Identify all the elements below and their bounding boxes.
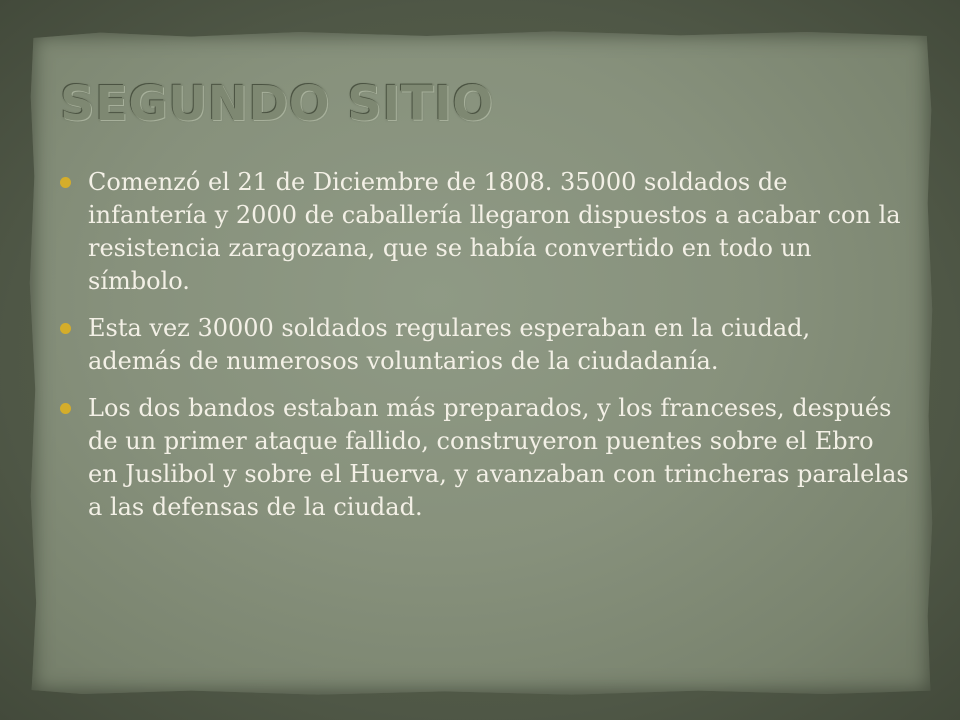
bullet-item [60,312,910,378]
slide-title: SEGUNDO SITIO [60,76,494,132]
bullet-item [60,166,910,298]
bullet-text: Los dos bandos estaban más preparados, y los franceses, después de un primer ataque fallido, construyeron puentes sobre el Ebro en Juslibol y sobre el Huerva, y avanzaban con trincheras paralelas a las defensas de la ciudad. [88,394,909,521]
bullet-text: Esta vez 30000 soldados regulares esperaban en la ciudad, además de numerosos voluntarios de la ciudadanía. [88,314,811,375]
bullet-list [60,166,910,538]
bullet-text: Comenzó el 21 de Diciembre de 1808. 35000 soldados de infantería y 2000 de caballería llegaron dispuestos a acabar con la resistencia zaragozana, que se había convertido en todo un símbolo. [88,168,901,295]
bullet-dot-icon [60,177,71,188]
bullet-dot-icon [60,323,71,334]
bullet-item [60,392,910,524]
bullet-dot-icon [60,403,71,414]
